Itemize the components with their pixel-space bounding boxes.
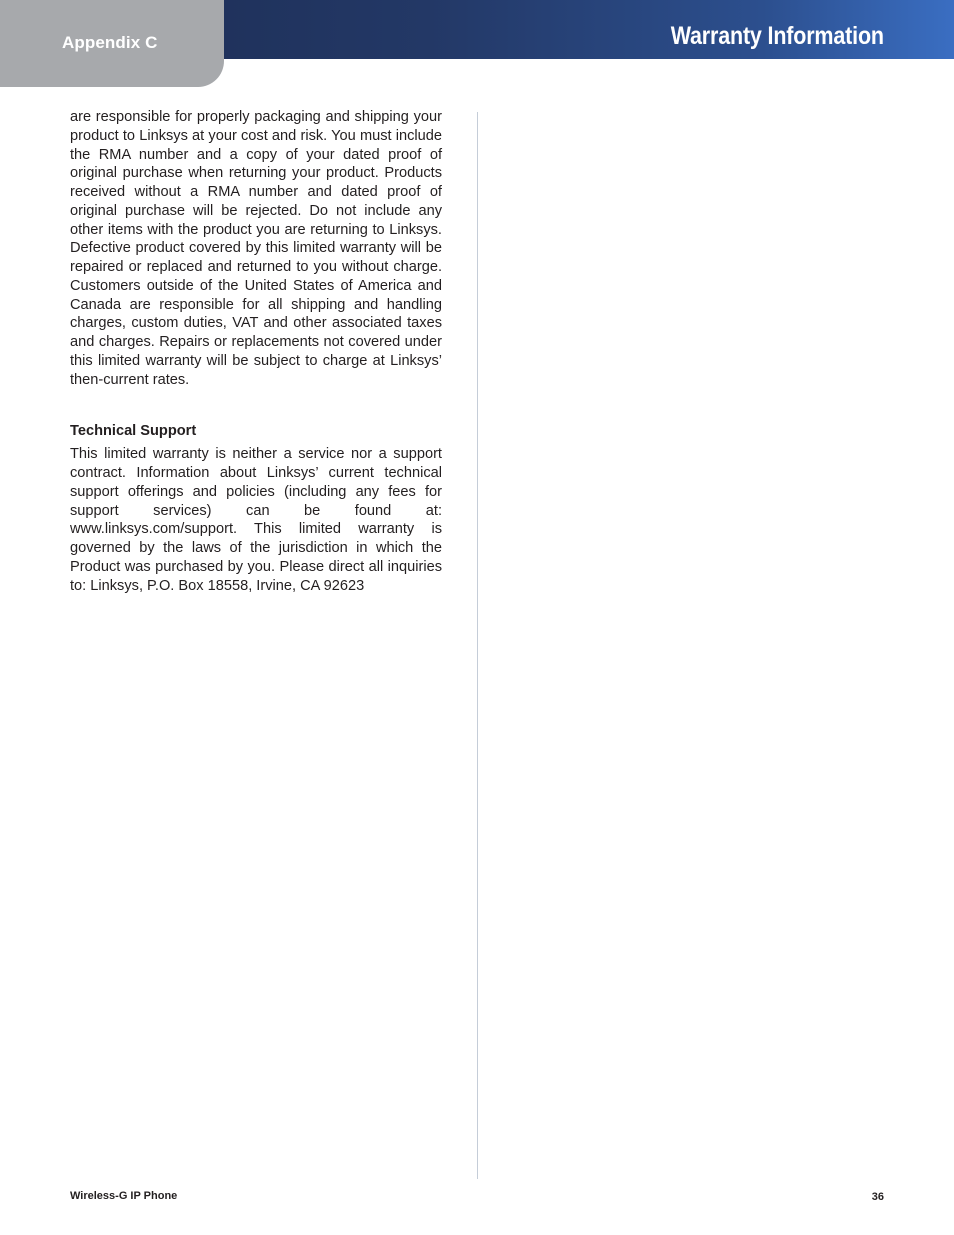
page-title: Warranty Information xyxy=(670,22,884,50)
appendix-label: Appendix C xyxy=(62,33,158,52)
column-divider xyxy=(477,112,478,1179)
footer-product-name: Wireless-G IP Phone xyxy=(70,1190,178,1202)
left-column xyxy=(70,108,442,595)
section-heading-technical-support: Technical Support xyxy=(70,423,197,440)
footer-page-number: 36 xyxy=(871,1191,884,1203)
body-paragraph-shipping: are responsible for properly packaging and shipping your product to Linksys at your cost and risk. You must include the RMA number and a copy of your dated proof of original purchase when returning your product. Products received without a RMA number and dated proof of original purchase will be rejected. Do not include any other items with the product you are returning to Linksys. Defective product covered by this limited warranty will be repaired or replaced and returned to you without charge. Customers outside of the United States of America and Canada are responsible for all shipping and handling charges, custom duties, VAT and other associated taxes and charges. Repairs or replacements not covered under this limited warranty will be subject to charge at Linksys’ then-current rates. xyxy=(70,109,442,388)
appendix-tab xyxy=(0,0,224,87)
body-paragraph-technical-support: This limited warranty is neither a service nor a support contract. Information about Linksys’ current technical support offerings and policies (including any fees for support services) can be found at: www.linksys.com/support. This limited warranty is governed by the laws of the jurisdiction in which the Product was purchased by you. Please direct all inquiries to: Linksys, P.O. Box 18558, Irvine, CA 92623 xyxy=(70,446,442,594)
